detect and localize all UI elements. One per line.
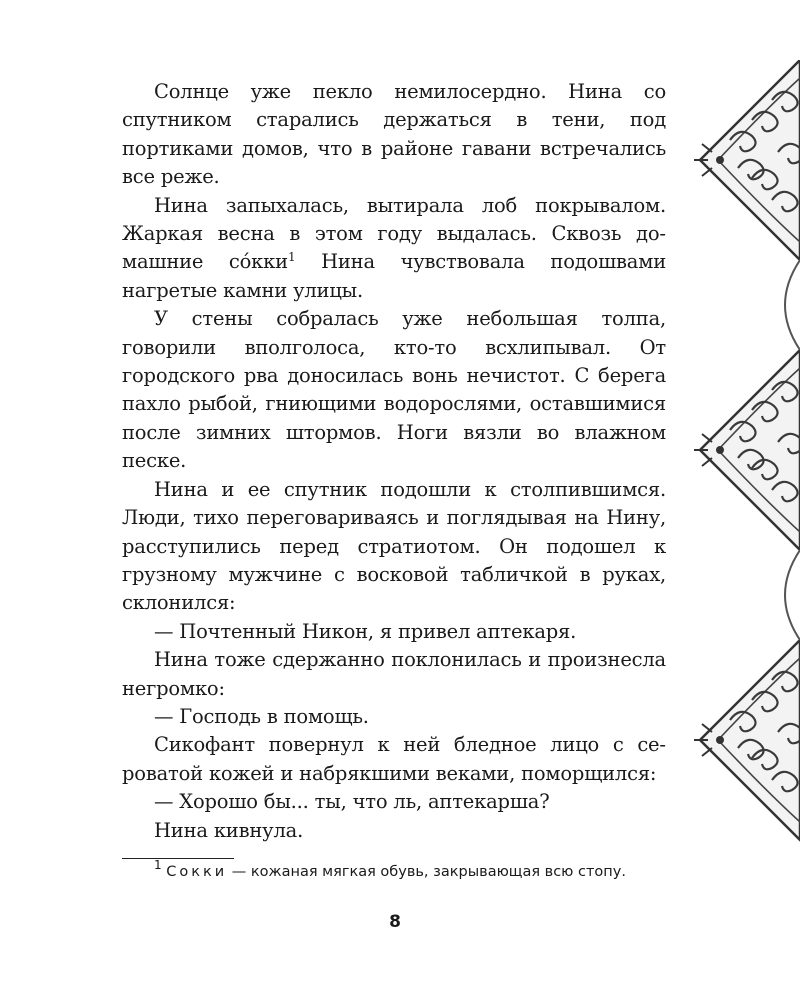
paragraph: Солнце уже пекло немилосердно. Нина со спутником старались держаться в тени, под портиками домов, что в районе гавани встречались все реже. <box>122 80 666 189</box>
footnote-reference[interactable]: 1 <box>287 250 296 265</box>
ornament-border-icon <box>660 60 800 880</box>
dialogue-line: — Почтенный Никон, я привел аптекаря. <box>154 619 577 643</box>
main-text <box>122 78 666 845</box>
dialogue-line: — Хорошо бы... ты, что ль, аптекарша? <box>154 790 550 814</box>
paragraph-text: Нина чувствовала подошвами нагретые камни улицы. <box>122 250 666 302</box>
footnote-term: Сокки <box>166 864 228 880</box>
footnote-marker: 1 <box>154 858 162 872</box>
paragraph: Сикофант повернул к ней бледное лицо с сероватой кожей и набрякшими веками, поморщился: <box>122 733 666 785</box>
paragraph: У стены собралась уже небольшая толпа, говорили вполголоса, кто-то всхлипывал. От городского рва доносилась вонь нечистот. С берега пахло рыбой, гниющими водорослями, оставшимися после зимних штормов. Ноги вязли во влажном песке. <box>122 307 666 473</box>
page-number: 8 <box>389 912 401 932</box>
paragraph-text: Нина запыхалась, вытирала лоб покрывалом. Жаркая весна в этом году выдалась. Сквозь домашние со́кки <box>122 193 666 274</box>
footnote-text: — кожаная мягкая обувь, закрывающая всю стопу. <box>227 864 626 880</box>
dialogue-line: — Господь в помощь. <box>154 704 369 728</box>
paragraph <box>122 192 666 306</box>
paragraph: Нина и ее спутник подошли к столпившимся. Люди, тихо переговариваясь и поглядывая на Нину, расступились перед стратиотом. Он подошел к грузному мужчине с восковой табличкой в руках, склонился: <box>122 477 666 615</box>
paragraph: Нина кивнула. <box>154 818 304 842</box>
footnote-divider <box>122 858 234 859</box>
footnote <box>122 858 666 882</box>
paragraph: Нина тоже сдержанно поклонилась и произнесла негромко: <box>122 648 666 700</box>
